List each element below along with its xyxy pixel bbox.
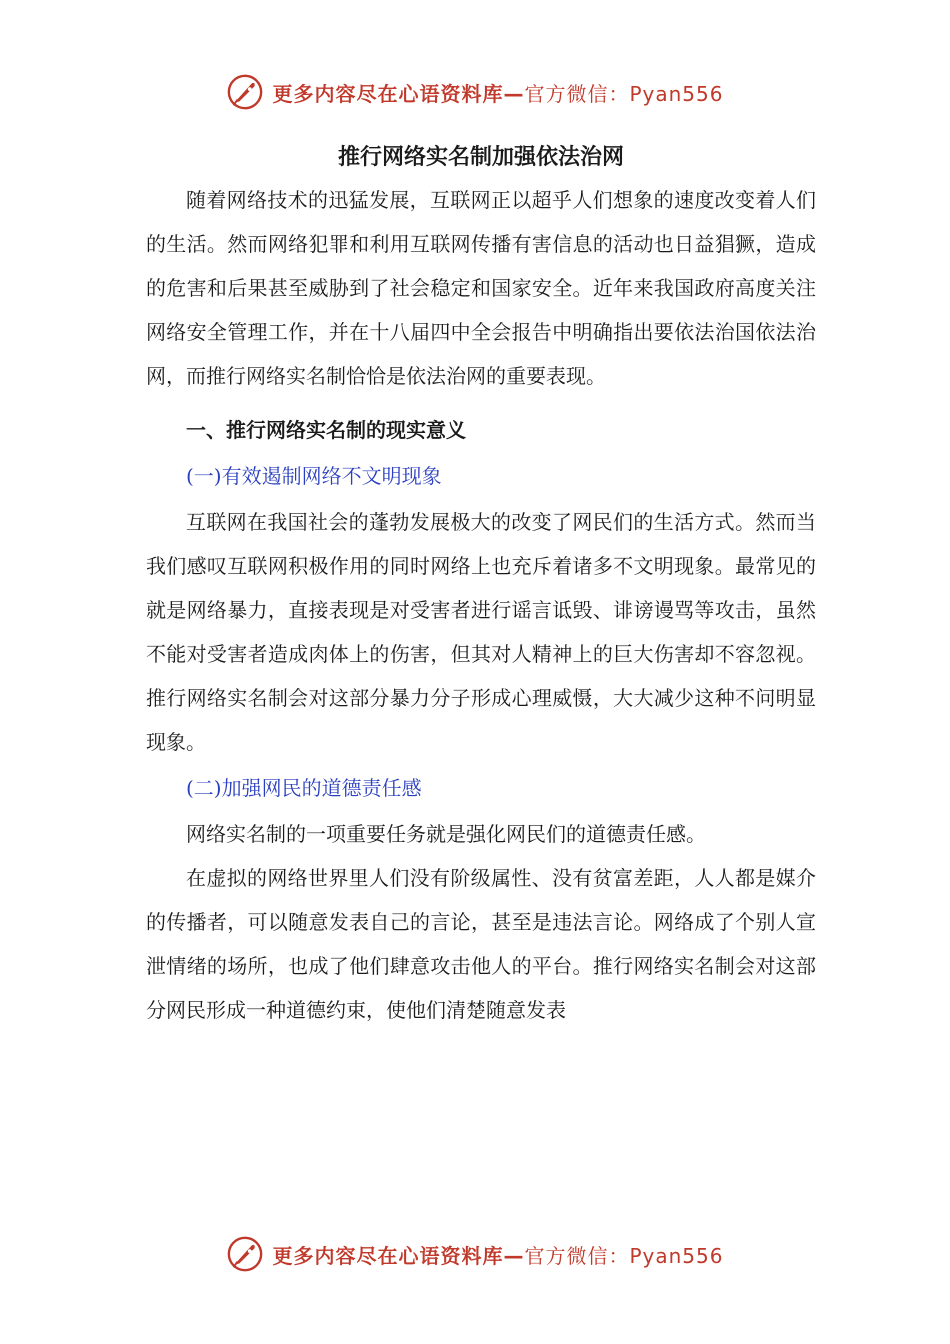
pen-feather-logo-icon xyxy=(226,73,264,111)
intro-paragraph: 随着网络技术的迅猛发展，互联网正以超乎人们想象的速度改变着人们的生活。然而网络犯罪和利用互联网传播有害信息的活动也日益猖獗，造成的危害和后果甚至威胁到了社会稳定和国家安全。近年来我国政府高度关注网络安全管理工作，并在十八届四中全会报告中明确指出要依法治国依法治网，而推行网络实名制恰恰是依法治网的重要表现。 xyxy=(146,188,816,388)
banner-text: 更多内容尽在心语资料库—官方微信：Pyan556 xyxy=(272,1243,724,1268)
header-banner xyxy=(0,70,950,114)
paragraph: 网络实名制的一项重要任务就是强化网民们的道德责任感。 xyxy=(186,822,706,846)
document-body xyxy=(146,132,816,1032)
document-title: 推行网络实名制加强依法治网 xyxy=(337,145,624,170)
footer-banner xyxy=(0,1232,950,1276)
sub-heading: (一)有效遏制网络不文明现象 xyxy=(186,464,442,488)
section-heading: 一、推行网络实名制的现实意义 xyxy=(186,418,466,442)
banner-text: 更多内容尽在心语资料库—官方微信：Pyan556 xyxy=(272,81,724,106)
paragraph: 互联网在我国社会的蓬勃发展极大的改变了网民们的生活方式。然而当我们感叹互联网积极作用的同时网络上也充斥着诸多不文明现象。最常见的就是网络暴力，直接表现是对受害者进行谣言诋毁、诽谤谩骂等攻击，虽然不能对受害者造成肉体上的伤害，但其对人精神上的巨大伤害却不容忽视。推行网络实名制会对这部分暴力分子形成心理威慑，大大减少这种不问明显现象。 xyxy=(146,510,816,754)
pen-feather-logo-icon xyxy=(226,1235,264,1273)
sub-heading: (二)加强网民的道德责任感 xyxy=(186,776,422,800)
paragraph: 在虚拟的网络世界里人们没有阶级属性、没有贫富差距，人人都是媒介的传播者，可以随意发表自己的言论，甚至是违法言论。网络成了个别人宣泄情绪的场所，也成了他们肆意攻击他人的平台。推行网络实名制会对这部分网民形成一种道德约束，使他们清楚随意发表 xyxy=(146,866,816,1022)
